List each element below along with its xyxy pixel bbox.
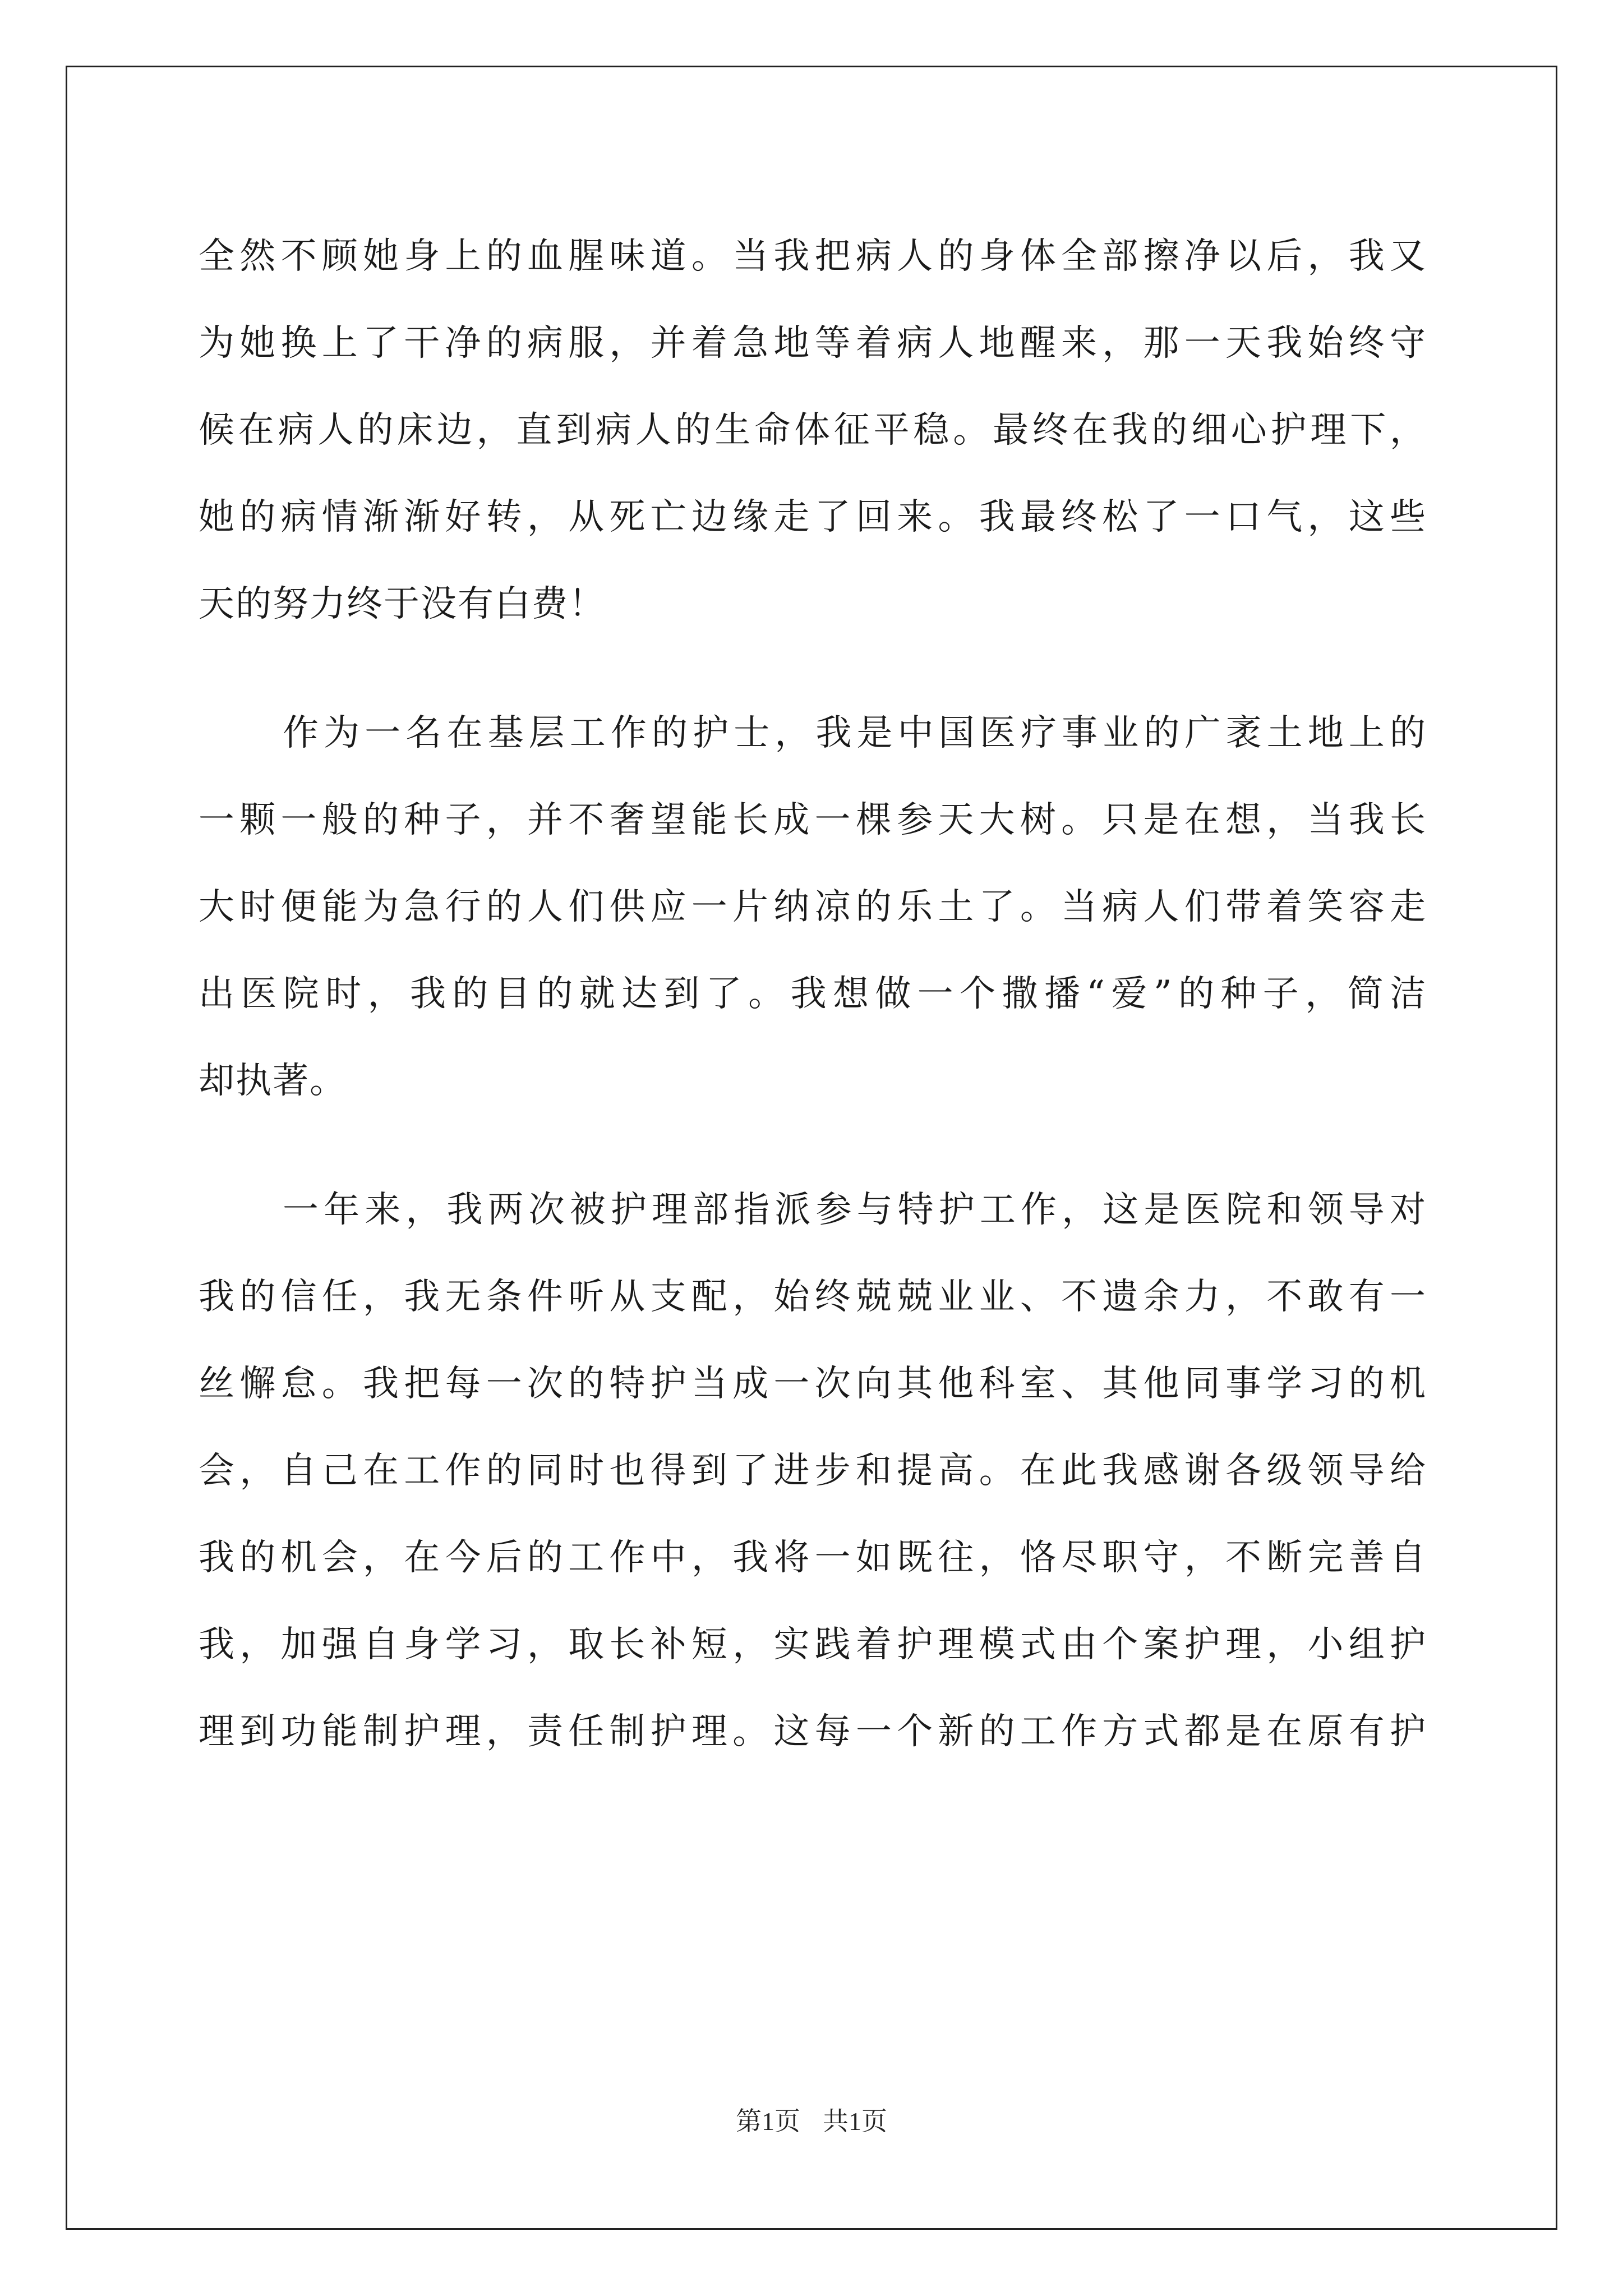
text-line: 大时便能为急行的人们供应一片纳凉的乐土了。当病人们带着笑容走 (199, 886, 1427, 928)
text-line: 为她换上了干净的病服，并着急地等着病人地醒来，那一天我始终守 (199, 323, 1427, 364)
document-body (199, 213, 1427, 1775)
text-line: 理到功能制护理，责任制护理。这每一个新的工作方式都是在原有护 (199, 1711, 1427, 1752)
text-line: 丝懈怠。我把每一次的特护当成一次向其他科室、其他同事学习的机 (199, 1363, 1427, 1405)
text-line: 会，自己在工作的同时也得到了进步和提高。在此我感谢各级领导给 (199, 1450, 1427, 1492)
paragraph-3 (199, 1167, 1427, 1775)
text-line: 我的机会，在今后的工作中，我将一如既往，恪尽职守，不断完善自 (199, 1537, 1427, 1579)
page-number: 第1页 (736, 2107, 800, 2136)
text-line: 出医院时，我的目的就达到了。我想做一个撒播“爱”的种子，简洁 (199, 973, 1427, 1015)
text-line: 一年来，我两次被护理部指派参与特护工作，这是医院和领导对 (283, 1189, 1427, 1231)
text-line: 一颗一般的种子，并不奢望能长成一棵参天大树。只是在想，当我长 (199, 799, 1427, 841)
text-line: 候在病人的床边，直到病人的生命体征平稳。最终在我的细心护理下， (199, 409, 1427, 451)
text-line: 我的信任，我无条件听从支配，始终兢兢业业、不遗余力，不敢有一 (199, 1276, 1427, 1318)
text-line: 天的努力终于没有白费！ (199, 583, 606, 625)
page-total: 共1页 (823, 2107, 887, 2136)
text-line: 作为一名在基层工作的护士，我是中国医疗事业的广袤土地上的 (283, 712, 1427, 754)
paragraph-2 (199, 690, 1427, 1125)
text-line: 全然不顾她身上的血腥味道。当我把病人的身体全部擦净以后，我又 (199, 236, 1427, 277)
text-line: 却执著。 (199, 1060, 347, 1102)
text-line: 我，加强自身学习，取长补短，实践着护理模式由个案护理，小组护 (199, 1624, 1427, 1665)
paragraph-1 (199, 213, 1427, 648)
text-line: 她的病情渐渐好转，从死亡边缘走了回来。我最终松了一口气，这些 (199, 496, 1427, 538)
page-footer (0, 2101, 1623, 2138)
